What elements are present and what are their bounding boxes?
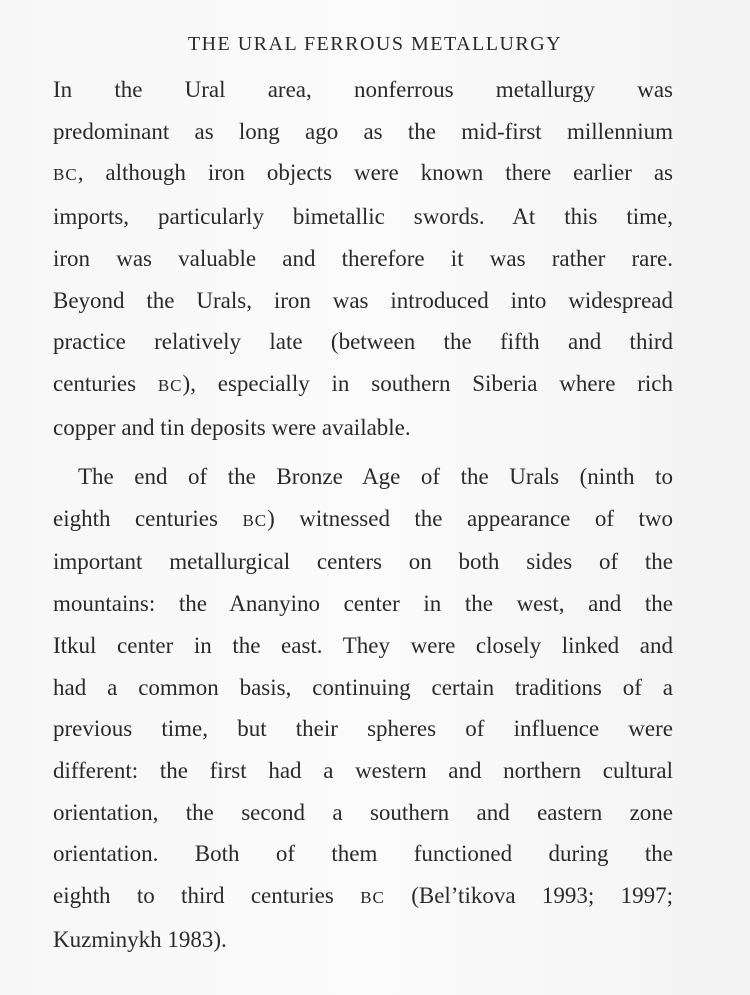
text-segment: previous time, but their spheres of influence were — [53, 716, 673, 742]
paragraph-1 — [53, 69, 673, 448]
text-segment: important metallurgical centers on both sides of the — [53, 549, 673, 575]
text-line — [53, 363, 673, 407]
text-line — [53, 321, 673, 363]
text-segment: different: the first had a western and northern cultural — [53, 757, 673, 783]
text-segment: had a common basis, continuing certain traditions of a — [53, 674, 673, 700]
text-line — [53, 456, 673, 498]
era-abbreviation: BC — [53, 165, 78, 185]
text-line — [53, 708, 673, 750]
text-line — [53, 919, 673, 961]
text-segment: eighth to third centuries — [53, 883, 361, 909]
text-segment: The end of the Bronze Age of the Urals (ninth to — [78, 464, 673, 489]
era-abbreviation: BC — [360, 888, 385, 908]
text-segment: imports, particularly bimetallic swords. At this time, — [53, 204, 673, 230]
text-segment: , although iron objects were known there earlier as — [77, 160, 673, 186]
text-segment: orientation, the second a southern and eastern zone — [53, 799, 673, 825]
era-abbreviation: BC — [242, 510, 268, 530]
text-line — [53, 196, 673, 238]
text-segment: Itkul center in the east. They were closely linked and — [53, 632, 673, 658]
era-abbreviation: BC — [157, 375, 183, 395]
text-line — [53, 833, 673, 875]
text-segment: orientation. Both of them functioned during the — [53, 841, 673, 867]
text-segment: ), especially in southern Siberia where rich — [182, 370, 674, 396]
running-head: THE URAL FERROUS METALLURGY — [187, 33, 563, 55]
text-segment: iron was valuable and therefore it was rather rare. — [53, 245, 673, 271]
text-line — [53, 583, 673, 625]
text-segment: In the Ural area, nonferrous metallurgy was — [53, 77, 673, 102]
text-line — [53, 407, 673, 449]
text-segment: eighth centuries — [53, 505, 243, 531]
text-segment: ) witnessed the appearance of two — [267, 505, 673, 531]
text-segment: Beyond the Urals, iron was introduced into widespread — [53, 287, 673, 313]
text-line — [53, 238, 673, 280]
text-line — [53, 69, 673, 111]
text-segment: (Bel’tikova 1993; 1997; — [384, 883, 673, 909]
text-line — [53, 792, 673, 834]
text-line — [53, 111, 673, 153]
text-segment: mountains: the Ananyino center in the west, and the — [53, 591, 673, 617]
text-line — [53, 750, 673, 792]
text-line — [53, 875, 673, 919]
text-line — [53, 152, 673, 196]
text-segment: practice relatively late (between the fifth and third — [53, 329, 673, 355]
text-segment: copper and tin deposits were available. — [53, 414, 411, 440]
text-segment: predominant as long ago as the mid-first millennium — [53, 118, 673, 144]
text-line — [53, 280, 673, 322]
text-line — [53, 667, 673, 709]
paragraph-2 — [53, 456, 673, 960]
text-line — [53, 625, 673, 667]
text-line — [53, 541, 673, 583]
text-segment: centuries — [53, 370, 158, 396]
text-line — [53, 498, 673, 542]
text-segment: Kuzminykh 1983). — [53, 926, 227, 952]
